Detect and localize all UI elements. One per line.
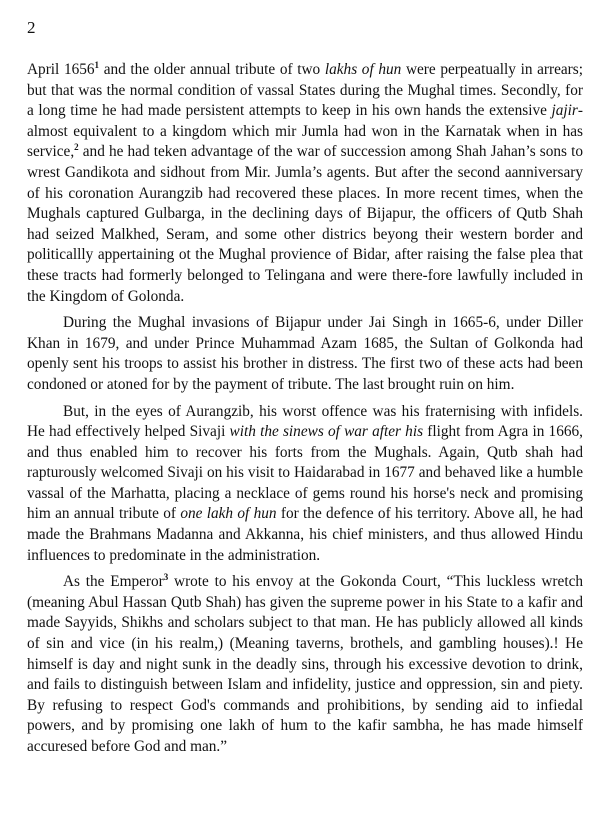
text-segment: But, in the eyes of Aurangzib, his worst offence was his fraternising with infidels. He had effectively helped Sivaji [27,402,583,441]
italic-text: with the sinews of war after his [229,423,424,441]
footnote-ref: 3 [163,572,169,583]
paragraph-2 [27,313,583,395]
text-segment: and the older annual tribute of two [99,61,325,78]
paragraph-4 [27,572,583,757]
body-text [27,60,583,758]
italic-text: jajir [551,102,578,120]
footnote-ref: 2 [74,142,79,153]
text-segment: April 1656 [27,61,95,78]
text-segment: and he had teken advantage of the war of succession among Shah Jahan’s sons to wrest Gandikota and sidhout from Mir. Jumla’s agents. But after the second aanniversary of his coronation Aurangzib had recovered these places. In more recent times, when the Mughals captured Gulbarga, in the declining days of Bijapur, the officers of Qutb Shah had seized Malkhed, Seram, and some other districs beyong their western border and politicallly appertaining ot the Mughal provience of Bidar, after raising the false plea that these tracts had formerly belonged to Telingana and were there-fore lawfully included in the Kingdom of Golonda. [27,143,583,305]
paragraph-3 [27,402,583,567]
paragraph-1 [27,60,583,307]
text-segment: were perpeatually in arrears; but that was the normal condition of vassal States during the Mughal times. Secondly, for a long time he had made persistent attempts to keep in his own hands the extensive [27,61,583,120]
page-number: 2 [27,18,36,37]
footnote-ref: 1 [94,59,100,70]
text-segment: flight from Agra in 1666, and thus enabled him to recover his forts from the Mughals. Again, Qutb shah had rapturously welcomed Sivaji on his visit to Haidarabad in 1677 and behaved like a humble vassal of the Marhatta, placing a necklace of gems round his horse's neck and promising him an annual tribute of [27,423,583,523]
text-segment: wrote to his envoy at the Gokonda Court, “This luckless wretch (meaning Abul Hassan Qutb Shah) has given the supreme power in his State to a kafir and made Sayyids, Shikhs and scholars subject to that man. He has publicly allowed all kinds of sin and vice (in his realm,) (Meaning taverns, brothels, and gambling houses).! He himself is day and night sunk in the deadly sins, through his excessive devotion to drink, and fails to distinguish between Islam and infidelity, justice and oppression, sin and piety. By refusing to respect God's commands and prohibitions, by sending aid to infiedal powers, and by promising one lakh of hum to the kafir sambha, he has made himself accuresed before God and man.” [27,573,584,755]
text-segment: -almost equivalent to a kingdom which mir Jumla had won in the Karnatak when in has service, [27,102,583,161]
italic-text: lakhs of hun [324,61,402,78]
text-segment: for the defence of his territory. Above all, he had made the Brahmans Madanna and Akkanna, his chief ministers, and thus allowed Hindu influences to predominate in the administration. [27,505,583,564]
text-segment: During the Mughal invasions of Bijapur under Jai Singh in 1665-6, under Diller Khan in 1679, and under Prince Muhammad Azam 1685, the Sultan of Golkonda had openly sent his troops to assist his brother in distress. The first two of these acts had been condoned or atoned for by the payment of tribute. The last brought ruin on him. [27,314,583,393]
text-segment: As the Emperor [63,573,164,591]
italic-text: one lakh of hun [180,505,277,523]
